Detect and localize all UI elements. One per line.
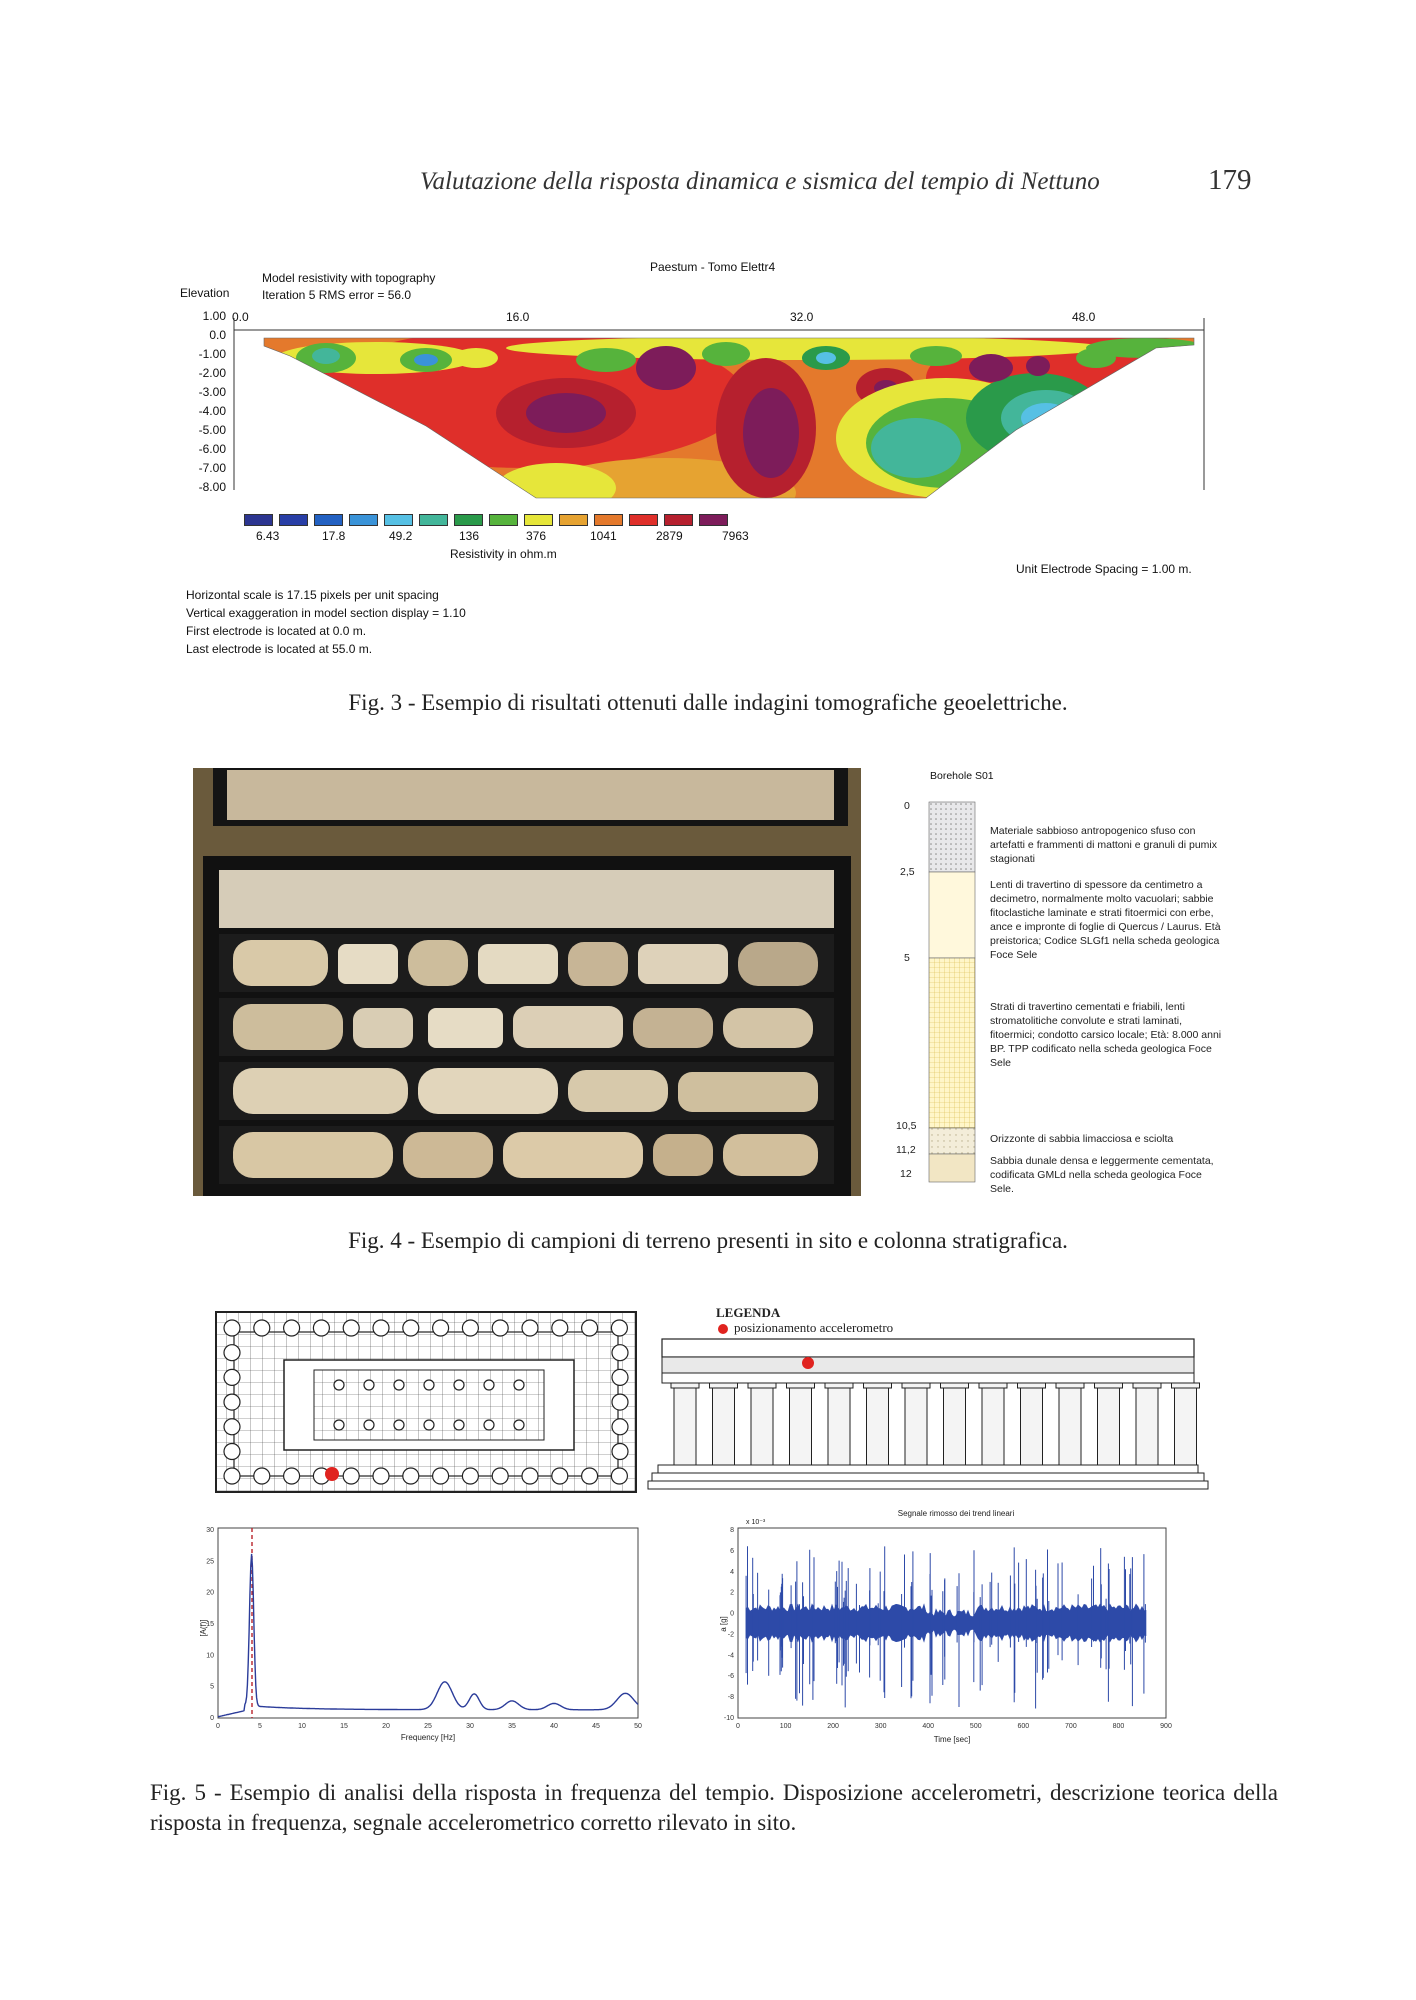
column-base (224, 1444, 240, 1460)
column-shaft (1175, 1387, 1197, 1465)
freq-xtick: 5 (258, 1723, 262, 1730)
legend-swatch (699, 514, 728, 526)
column-base (254, 1468, 270, 1484)
fig3-notes (186, 586, 466, 658)
column-base (611, 1320, 627, 1336)
column-base (612, 1444, 628, 1460)
column-base (612, 1394, 628, 1410)
elev-tick: -5.00 (198, 423, 226, 437)
time-ytick: 2 (730, 1589, 734, 1597)
figure-3-caption: Fig. 3 - Esempio di risultati ottenuti dalle indagini tomografiche geoelettriche. (348, 690, 1068, 715)
column-capital (902, 1383, 930, 1388)
legend-value: 6.43 (256, 529, 280, 543)
column-base (433, 1320, 449, 1336)
legend-swatch (629, 514, 658, 526)
column-shaft (1098, 1387, 1120, 1465)
freq-ytick: 15 (206, 1621, 214, 1628)
column-base (224, 1419, 240, 1435)
freq-ytick: 25 (206, 1558, 214, 1566)
column-base (373, 1468, 389, 1484)
column-base (284, 1320, 300, 1336)
depth-label: 5 (904, 952, 910, 964)
legend-item: posizionamento accelerometro (734, 1320, 894, 1335)
core-samples-photo (193, 768, 861, 1196)
column-base (522, 1320, 538, 1336)
column-base (373, 1320, 389, 1336)
elev-tick: -7.00 (198, 461, 226, 475)
resistivity-legend (244, 514, 728, 524)
elev-tick: -1.00 (198, 347, 226, 361)
column-base (334, 1420, 344, 1430)
column-capital (979, 1383, 1007, 1388)
legend-value: 17.8 (322, 529, 346, 543)
freq-xtick: 50 (634, 1723, 642, 1730)
time-xtick: 200 (827, 1723, 839, 1730)
column-base (224, 1468, 240, 1484)
time-xtick: 800 (1112, 1723, 1125, 1730)
fig3-note: First electrode is located at 0.0 m. (186, 624, 367, 638)
freq-ytick: 20 (206, 1589, 214, 1597)
time-xlabel: Time [sec] (933, 1735, 971, 1744)
layer-description: Lenti di travertino di spessore da centimetro a decimetro, normalmente molto vacuolari; sabbie fitoclastiche laminate e strati fitoermici con erbe, ance e impronte di foglie di Quercus / Laurus. Età preistorica; Codice SLGf1 nella scheda geologica Foce Sele (990, 879, 1221, 961)
time-ytick: 6 (730, 1547, 734, 1555)
column-capital (1018, 1383, 1046, 1388)
column-base (403, 1468, 419, 1484)
temple-elevation-drawing (648, 1335, 1210, 1495)
elev-tick: -4.00 (198, 404, 226, 418)
column-base (403, 1320, 419, 1336)
time-xtick: 900 (1160, 1723, 1172, 1730)
acceleration-signal-chart (716, 1506, 1172, 1750)
time-xtick: 400 (922, 1723, 935, 1730)
electrode-spacing: Unit Electrode Spacing = 1.00 m. (1016, 562, 1192, 576)
column-base (492, 1320, 508, 1336)
freq-xtick: 40 (550, 1723, 558, 1730)
column-base (394, 1420, 404, 1430)
time-ytick: 4 (730, 1568, 734, 1576)
fig3-note: Vertical exaggeration in model section display = 1.10 (186, 606, 466, 620)
freq-xtick: 30 (466, 1723, 474, 1730)
time-xtick: 600 (1017, 1723, 1030, 1730)
column-shaft (905, 1387, 927, 1465)
freq-ytick: 10 (206, 1652, 214, 1660)
column-base (462, 1320, 478, 1336)
layer-description: Orizzonte di sabbia limacciosa e sciolta (990, 1133, 1174, 1145)
running-title: Valutazione della risposta dinamica e sismica del tempio di Nettuno (420, 168, 1100, 195)
figure-4-caption: Fig. 4 - Esempio di campioni di terreno presenti in sito e colonna stratigrafica. (348, 1228, 1068, 1253)
column-base (343, 1468, 359, 1484)
freq-xtick: 0 (216, 1723, 220, 1730)
elev-tick: -6.00 (198, 442, 226, 456)
legend-value: 7963 (722, 529, 749, 543)
time-xtick: 300 (874, 1723, 887, 1730)
column-base (424, 1380, 434, 1390)
column-base (514, 1420, 524, 1430)
frequency-response-chart (196, 1518, 646, 1750)
column-capital (941, 1383, 969, 1388)
elev-tick: 1.00 (202, 309, 226, 323)
freq-ytick: 0 (210, 1715, 214, 1722)
freq-ytick: 30 (206, 1527, 214, 1534)
column-base (224, 1369, 240, 1385)
legend-swatch (279, 514, 308, 526)
fig3-model-label: Model resistivity with topography (262, 271, 436, 285)
column-capital (1172, 1383, 1200, 1388)
column-shaft (867, 1387, 889, 1465)
elev-tick: -3.00 (198, 385, 226, 399)
time-ytick: -10 (723, 1715, 734, 1722)
layer-description: Strati di travertino cementati e friabili, lenti stromatolitiche convolute e strati laminati, fitoermici; condotto carsico locale; Età: 8.000 anni BP. TPP codificato nella scheda geologica Foce Sele (990, 1001, 1222, 1069)
depth-label: 10,5 (896, 1120, 917, 1132)
column-shaft (713, 1387, 735, 1465)
legend-swatch (524, 514, 553, 526)
column-base (254, 1320, 270, 1336)
column-base (462, 1468, 478, 1484)
elev-tick: 0.0 (209, 328, 226, 342)
figure-5-caption: Fig. 5 - Esempio di analisi della risposta in frequenza del tempio. Disposizione accelerometri, descrizione teorica della risposta in frequenza, segnale accelerometrico corretto rilevato in sito. (150, 1780, 1278, 1835)
legend-value: 376 (526, 529, 547, 543)
legend-value: 2879 (656, 529, 683, 543)
time-ytick: -2 (727, 1631, 734, 1639)
column-base (454, 1380, 464, 1390)
column-base (492, 1468, 508, 1484)
depth-label: 0 (904, 800, 910, 812)
legend-swatch (454, 514, 483, 526)
layer-description: Sabbia dunale densa e leggermente cementata, codificata GMLd nella scheda geologica Foce Sele. (990, 1155, 1214, 1195)
column-base (364, 1420, 374, 1430)
time-title: Segnale rimosso dei trend lineari (897, 1509, 1015, 1518)
column-shaft (674, 1387, 696, 1465)
layer-description: Materiale sabbioso antropogenico sfuso con artefatti e frammenti di mattoni e granuli di pumix stagionati (990, 825, 1218, 865)
resistivity-section (226, 318, 1236, 498)
elev-tick: -2.00 (198, 366, 226, 380)
column-shaft (944, 1387, 966, 1465)
legend-swatch (244, 514, 273, 526)
column-base (224, 1345, 240, 1361)
column-base (224, 1320, 240, 1336)
time-xtick: 500 (969, 1723, 982, 1730)
column-shaft (790, 1387, 812, 1465)
column-base (433, 1468, 449, 1484)
depth-label: 11,2 (896, 1144, 916, 1156)
dist-tick: 16.0 (506, 310, 530, 324)
fig3-iteration: Iteration 5 RMS error = 56.0 (262, 288, 412, 302)
legend-swatch (314, 514, 343, 526)
temple-plan-drawing (214, 1310, 640, 1496)
depth-label: 12 (900, 1168, 912, 1180)
borehole-title: Borehole S01 (930, 770, 994, 782)
column-base (612, 1419, 628, 1435)
time-xtick: 100 (779, 1723, 792, 1730)
column-shaft (982, 1387, 1004, 1465)
column-shaft (1059, 1387, 1081, 1465)
column-capital (1095, 1383, 1123, 1388)
legend-swatch (384, 514, 413, 526)
time-ytick: 0 (730, 1610, 734, 1618)
time-ytick: -4 (727, 1652, 734, 1660)
freq-ytick: 5 (210, 1683, 214, 1691)
freq-xlabel: Frequency [Hz] (400, 1733, 456, 1742)
borehole-column (880, 760, 1230, 1200)
column-base (552, 1468, 568, 1484)
legend-swatch (349, 514, 378, 526)
column-base (394, 1380, 404, 1390)
column-base (611, 1468, 627, 1484)
legend-title: LEGENDA (716, 1305, 781, 1320)
column-base (514, 1380, 524, 1390)
column-base (582, 1320, 598, 1336)
time-ytick: -8 (727, 1694, 734, 1702)
column-capital (1133, 1383, 1161, 1388)
time-ytick: -6 (727, 1673, 734, 1681)
column-shaft (1021, 1387, 1043, 1465)
column-base (364, 1380, 374, 1390)
freq-ylabel: [A(f)] (199, 1619, 208, 1637)
resistivity-label: Resistivity in ohm.m (450, 547, 557, 561)
column-base (334, 1380, 344, 1390)
dist-tick: 48.0 (1072, 310, 1096, 324)
column-base (484, 1420, 494, 1430)
freq-xtick: 25 (424, 1723, 432, 1730)
column-shaft (751, 1387, 773, 1465)
time-exponent: x 10⁻³ (746, 1519, 766, 1526)
fig3-elevation-label: Elevation (180, 286, 230, 300)
column-base (612, 1369, 628, 1385)
column-base (552, 1320, 568, 1336)
column-base (224, 1394, 240, 1410)
column-capital (671, 1383, 699, 1388)
column-capital (825, 1383, 853, 1388)
dist-tick: 0.0 (232, 310, 249, 324)
freq-xtick: 20 (382, 1723, 390, 1730)
column-capital (748, 1383, 776, 1388)
legend-value: 49.2 (389, 529, 413, 543)
time-xtick: 700 (1065, 1723, 1077, 1730)
time-ylabel: a [g] (719, 1616, 728, 1632)
column-capital (710, 1383, 738, 1388)
freq-xtick: 15 (340, 1723, 348, 1730)
time-ytick: 8 (730, 1527, 734, 1534)
legend-swatch (489, 514, 518, 526)
freq-xtick: 10 (298, 1723, 306, 1730)
fig3-note: Last electrode is located at 55.0 m. (186, 642, 373, 656)
column-base (284, 1468, 300, 1484)
column-base (582, 1468, 598, 1484)
legend-value: 136 (459, 529, 480, 543)
accelerometer-marker-icon (718, 1324, 728, 1334)
legend-swatch (594, 514, 623, 526)
column-base (484, 1380, 494, 1390)
column-base (343, 1320, 359, 1336)
freq-xtick: 35 (508, 1723, 516, 1730)
dist-tick: 32.0 (790, 310, 814, 324)
column-base (612, 1345, 628, 1361)
column-capital (787, 1383, 815, 1388)
legend-swatch (559, 514, 588, 526)
legend-swatch (664, 514, 693, 526)
column-base (454, 1420, 464, 1430)
depth-label: 2,5 (900, 866, 915, 878)
fig3-title: Paestum - Tomo Elettr4 (650, 260, 776, 274)
stratigraphic-column (929, 802, 975, 1182)
column-shaft (1136, 1387, 1158, 1465)
figure-3 (0, 0, 1416, 700)
column-capital (1056, 1383, 1084, 1388)
column-capital (864, 1383, 892, 1388)
page-number: 179 (1208, 164, 1252, 196)
column-shaft (828, 1387, 850, 1465)
column-base (522, 1468, 538, 1484)
legend-swatch (419, 514, 448, 526)
freq-xtick: 45 (592, 1723, 600, 1730)
fig3-note: Horizontal scale is 17.15 pixels per unit spacing (186, 588, 439, 602)
time-xtick: 0 (736, 1723, 740, 1730)
elev-tick: -8.00 (198, 480, 226, 494)
column-base (313, 1320, 329, 1336)
column-base (424, 1420, 434, 1430)
legend-value: 1041 (590, 529, 617, 543)
